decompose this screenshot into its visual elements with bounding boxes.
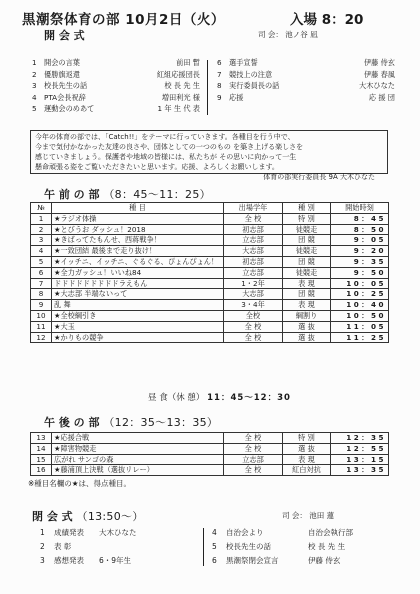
event-number: 3 (31, 235, 52, 246)
table-row (31, 224, 389, 235)
item-label: 校長先生の話 (44, 81, 88, 90)
event-kind: 選 抜 (283, 321, 331, 332)
item-number: 6 (212, 556, 217, 565)
lunch-label: 昼 食（休 憩） (148, 393, 205, 403)
item-number: 2 (32, 69, 37, 79)
afternoon-heading (44, 414, 218, 430)
table-row (31, 433, 389, 444)
item-person: 校 長 先 生 (308, 542, 346, 551)
event-number: 16 (31, 465, 52, 476)
opening-item (217, 92, 395, 104)
col-header-kind: 種 別 (283, 203, 331, 214)
table-row (31, 246, 389, 257)
morning-schedule-table (30, 202, 389, 343)
closing-heading (32, 508, 144, 524)
event-kind: 徒競走 (283, 224, 331, 235)
item-number: 5 (212, 542, 217, 551)
event-grade: 大志部 (224, 246, 283, 257)
opening-right-column (217, 57, 395, 103)
event-name: ★きばってたもんせ、西蒋戦争！ (52, 235, 224, 246)
event-number: 10 (31, 310, 52, 321)
table-row (31, 267, 389, 278)
event-name: 乱 舞 (52, 300, 224, 311)
opening-item (32, 57, 200, 69)
item-number: 1 (40, 528, 45, 537)
opening-item (32, 103, 200, 115)
closing-right-column (212, 526, 392, 568)
event-number: 1 (31, 213, 52, 224)
item-label: 黒潮祭閉会宣言 (226, 556, 279, 565)
event-kind: 選 抜 (283, 332, 331, 343)
item-person: 前田 暫 (176, 58, 200, 67)
event-number: 5 (31, 256, 52, 267)
event-grade: 全 校 (224, 465, 283, 476)
event-name: 広がれ サンゴの森 (52, 454, 224, 465)
event-start-time: 9：20 (331, 246, 389, 257)
event-start-time: 13：15 (331, 454, 389, 465)
morning-heading (44, 186, 211, 202)
closing-item (40, 554, 200, 568)
event-number: 12 (31, 332, 52, 343)
event-start-time: 8：50 (331, 224, 389, 235)
item-number: 3 (32, 81, 37, 90)
table-row (31, 213, 389, 224)
event-start-time: 8：45 (331, 213, 389, 224)
item-person: 伊藤 春風 (363, 69, 395, 79)
event-start-time: 9：50 (331, 267, 389, 278)
lunch-break (148, 391, 291, 403)
event-kind: 表 現 (283, 454, 331, 465)
item-number: 1 (32, 58, 37, 67)
item-number: 6 (217, 58, 222, 67)
event-grade: 全 校 (224, 443, 283, 454)
item-label: 校長先生の話 (226, 542, 271, 551)
event-name: ★大志部 半端ないって (52, 289, 224, 300)
closing-label: 閉 会 式 (32, 510, 73, 523)
event-kind: 紅白対抗 (283, 465, 331, 476)
closing-host-name: 池田 蓮 (309, 511, 335, 520)
event-start-time: 11：25 (331, 332, 389, 343)
morning-time: （8：45〜11：25） (103, 188, 211, 201)
opening-host (258, 29, 318, 40)
event-grade: 全 校 (224, 433, 283, 444)
opening-item (32, 80, 200, 92)
opening-left-column (32, 57, 200, 115)
event-start-time: 10：25 (331, 289, 389, 300)
notice-signature: 体育の部実行委員長 9A 大木ひなた (263, 173, 375, 181)
item-number: 2 (40, 542, 45, 551)
closing-item (40, 526, 200, 540)
table-header-row (31, 203, 389, 214)
column-divider (207, 60, 208, 115)
item-person: 大木ひなた (359, 81, 395, 90)
event-start-time: 10：05 (331, 278, 389, 289)
item-person: 伊藤 侍玄 (363, 58, 395, 67)
col-header-no: № (31, 203, 52, 214)
table-row (31, 321, 389, 332)
opening-item (32, 92, 200, 104)
event-number: 4 (31, 246, 52, 257)
event-kind: 団 競 (283, 235, 331, 246)
item-person: 1 年 生 代 表 (157, 104, 200, 113)
event-grade: 全 校 (224, 213, 283, 224)
item-person: 増田利光 様 (161, 92, 200, 102)
event-name: ★藤浦頂上決戦（選抜リレー） (52, 465, 224, 476)
afternoon-schedule-table (30, 432, 389, 476)
event-kind: 徒競走 (283, 246, 331, 257)
notice-line: 懸命頑張る姿をご覧いただきたいと思います。応援、よろしくお願いします。 (35, 163, 279, 171)
item-label: 運動会のめあて (44, 104, 95, 113)
item-label: 選手宣誓 (229, 58, 258, 67)
event-name: ★障害物競走 (52, 443, 224, 454)
table-row (31, 256, 389, 267)
col-header-event: 種 目 (52, 203, 224, 214)
event-kind: 団 競 (283, 256, 331, 267)
notice-line: 今年の体育の部では、「Catch!!」をテーマに行っていきます。各種目を行う中で、 (35, 133, 295, 141)
notice-line: 今まで気付かなかった友達の良さや、団体としての一つのもの を築き上げる楽しさを (35, 143, 304, 151)
event-start-time: 9：35 (331, 256, 389, 267)
event-number: 14 (31, 443, 52, 454)
event-grade: 立志部 (224, 267, 283, 278)
event-grade: 1・2年 (224, 278, 283, 289)
event-kind: 表 現 (283, 300, 331, 311)
event-number: 9 (31, 300, 52, 311)
event-name: ★とびうお ダッシュ！2018 (52, 224, 224, 235)
closing-item (212, 554, 392, 568)
event-name: ★全力ガッシュ！いいね84 (52, 267, 224, 278)
closing-time: （13:50〜） (76, 510, 144, 523)
item-label: 競技上の注意 (229, 69, 273, 79)
entry-time: 入場 8：20 (290, 12, 364, 28)
closing-host-label: 司 会： (282, 511, 307, 520)
event-kind: 徒競走 (283, 267, 331, 278)
event-name: ★全校綱引き (52, 310, 224, 321)
event-start-time: 12：55 (331, 443, 389, 454)
opening-item (217, 57, 395, 69)
item-number: 3 (40, 556, 45, 565)
table-row (31, 465, 389, 476)
item-person: 6・9年生 (99, 556, 132, 565)
event-number: 15 (31, 454, 52, 465)
item-label: 優勝旗返還 (44, 69, 80, 79)
item-label: PTA会長祝辞 (44, 92, 86, 102)
event-kind: 選 抜 (283, 443, 331, 454)
event-start-time: 10：40 (331, 300, 389, 311)
event-grade: 初志部 (224, 224, 283, 235)
item-person: 伊藤 侍玄 (308, 556, 341, 565)
event-grade: 大志部 (224, 289, 283, 300)
table-row (31, 300, 389, 311)
lunch-time: 11：45〜12：30 (207, 393, 291, 403)
item-person: 自治会執行部 (308, 528, 353, 537)
event-name: ★ラジオ体操 (52, 213, 224, 224)
item-label: 開会の言葉 (44, 58, 80, 67)
event-name: ★一致団結 最後まで走り抜け！ (52, 246, 224, 257)
event-kind: 特 別 (283, 433, 331, 444)
event-start-time: 10：50 (331, 310, 389, 321)
notice-line: 感じていきましょう。保護者や地域の皆様には、私たちが その思いに向かって一生 (35, 153, 297, 161)
event-kind: 特 別 (283, 213, 331, 224)
opening-heading: 開 会 式 (44, 29, 85, 42)
event-kind: 表 現 (283, 278, 331, 289)
closing-item (40, 540, 200, 554)
event-start-time: 12：35 (331, 433, 389, 444)
opening-item (217, 80, 395, 92)
col-header-time: 開始時刻 (331, 203, 389, 214)
event-number: 2 (31, 224, 52, 235)
item-label: 成績発表 (54, 528, 84, 537)
event-name: ★大玉 (52, 321, 224, 332)
item-number: 4 (212, 528, 217, 537)
event-grade: 全 校 (224, 321, 283, 332)
item-label: 実行委員長の話 (229, 81, 280, 90)
theme-notice (30, 130, 388, 181)
opening-host-name: 池ノ谷 凪 (285, 30, 318, 39)
item-number: 9 (217, 92, 222, 102)
closing-left-column (40, 526, 200, 568)
event-start-time: 9：05 (331, 235, 389, 246)
closing-item (212, 526, 392, 540)
item-label: 自治会より (226, 528, 264, 537)
table-row (31, 310, 389, 321)
event-grade: 全校 (224, 310, 283, 321)
event-number: 6 (31, 267, 52, 278)
scoring-note: ※種目名欄の★は、得点種目。 (28, 479, 132, 488)
opening-item (217, 69, 395, 81)
item-person: 紅組応援団長 (156, 69, 200, 79)
opening-item (32, 69, 200, 81)
event-start-time: 11：05 (331, 321, 389, 332)
item-number: 4 (32, 92, 37, 102)
afternoon-label: 午 後 の 部 (44, 416, 100, 429)
event-number: 13 (31, 433, 52, 444)
event-grade: 3・4年 (224, 300, 283, 311)
event-kind: 団 競 (283, 289, 331, 300)
event-grade: 全 校 (224, 332, 283, 343)
closing-divider (203, 528, 204, 566)
item-label: 表 彰 (54, 542, 72, 551)
event-number: 7 (31, 278, 52, 289)
morning-label: 午 前 の 部 (44, 188, 100, 201)
table-row (31, 443, 389, 454)
item-number: 7 (217, 69, 222, 79)
event-name: ★応援合戦 (52, 433, 224, 444)
event-kind: 綱割り (283, 310, 331, 321)
table-row (31, 235, 389, 246)
event-number: 8 (31, 289, 52, 300)
closing-host (282, 510, 334, 521)
table-row (31, 289, 389, 300)
item-person: 校 長 先 生 (164, 81, 200, 90)
event-name: ★イッチニ、イッチニ、ぐるぐる、ぴょんぴょん！ (52, 256, 224, 267)
col-header-grade: 出場学年 (224, 203, 283, 214)
event-grade: 初志部 (224, 256, 283, 267)
event-grade: 立志部 (224, 235, 283, 246)
item-label: 応援 (229, 92, 244, 102)
item-person: 大木ひなた (99, 528, 137, 537)
event-number: 11 (31, 321, 52, 332)
item-number: 5 (32, 104, 37, 113)
table-row (31, 454, 389, 465)
table-row (31, 332, 389, 343)
closing-item (212, 540, 392, 554)
afternoon-time: （12：35〜13：35） (103, 416, 219, 429)
event-start-time: 13：35 (331, 465, 389, 476)
event-grade: 立志部 (224, 454, 283, 465)
table-row (31, 278, 389, 289)
event-name: ドドドドドドドドドラえもん (52, 278, 224, 289)
item-number: 8 (217, 81, 222, 90)
page-title: 黒潮祭体育の部 10月2日（火） (22, 12, 225, 28)
event-name: ★かりもの競争 (52, 332, 224, 343)
item-label: 感想発表 (54, 556, 84, 565)
item-person: 応 援 団 (368, 92, 395, 102)
opening-host-label: 司 会： (258, 30, 283, 39)
